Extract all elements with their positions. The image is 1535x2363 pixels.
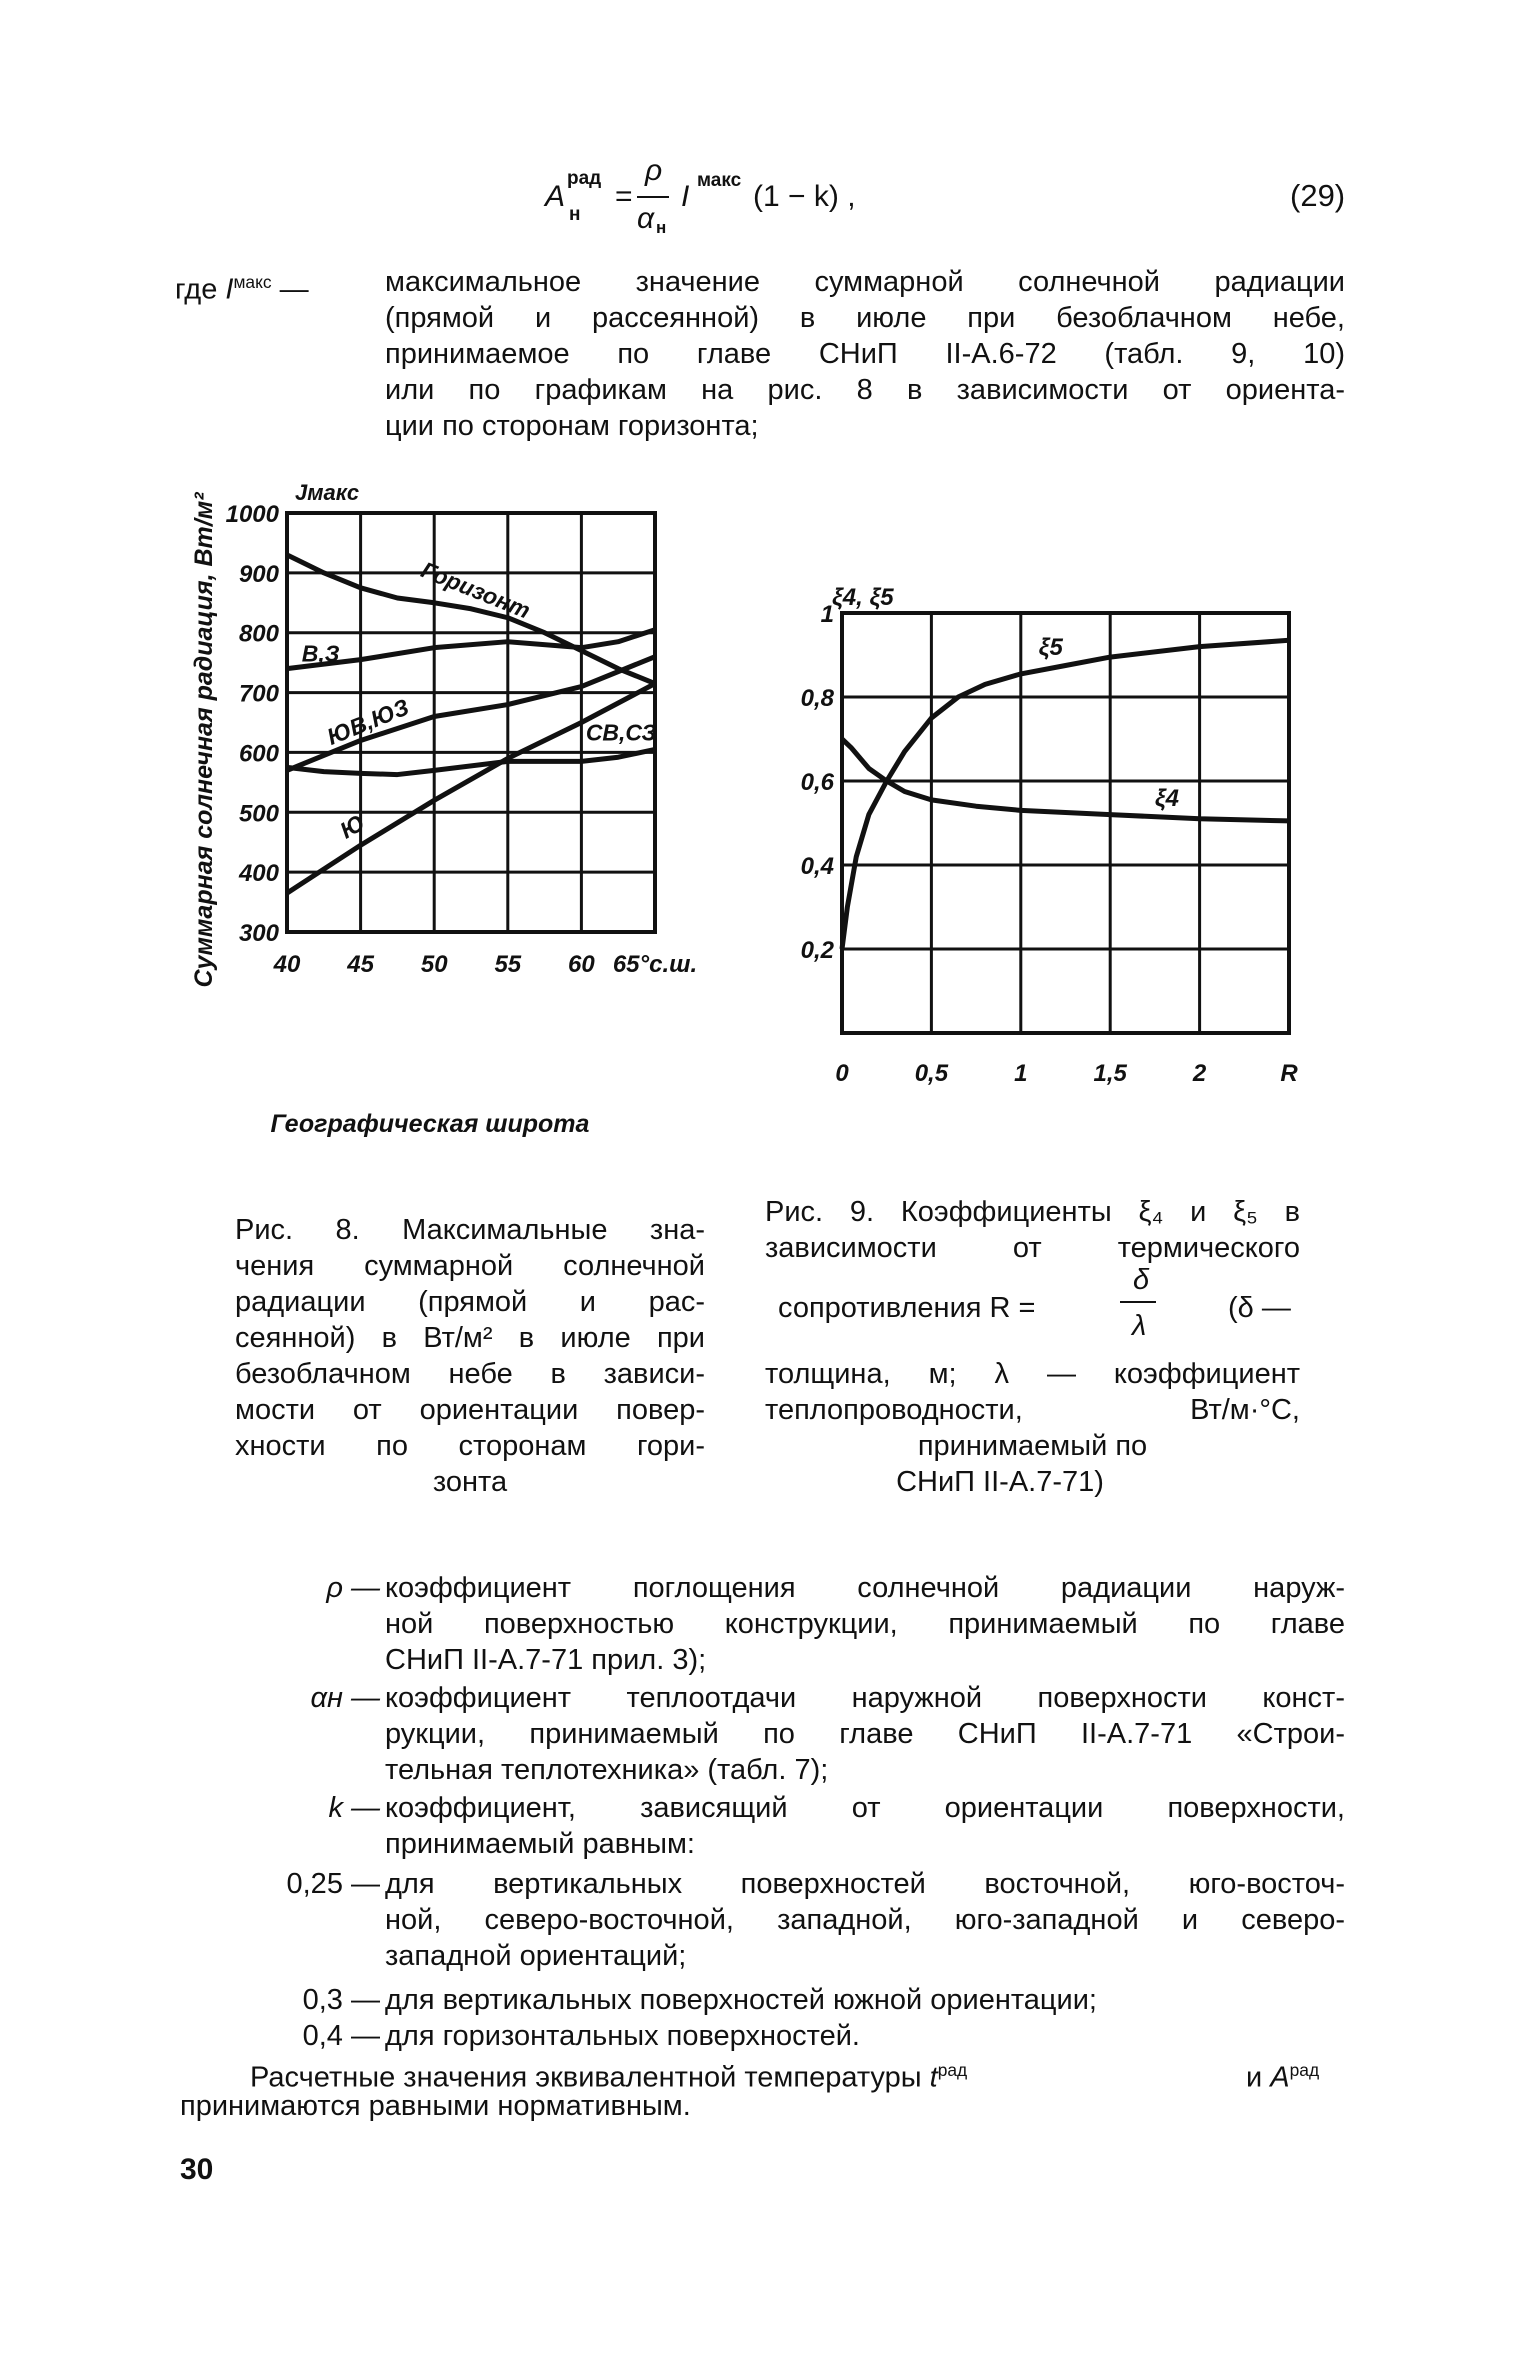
caption-fig9-line: зависимости от термического [765, 1232, 1300, 1264]
closing-A: A [1270, 2061, 1290, 2094]
caption-fig9-line: принимаемый по [917, 1430, 1148, 1462]
definition-term: k — [328, 1792, 380, 1824]
definition-line: коэффициент поглощения солнечной радиации наруж- [385, 1572, 1345, 1604]
chart-fig9 [770, 560, 1350, 1160]
x-tick-label: 2 [1192, 1060, 1207, 1087]
definition-line: коэффициент теплоотдачи наружной поверхности конст- [385, 1682, 1345, 1714]
series-label: Ю [335, 809, 370, 844]
formula-numerator: ρ [645, 154, 663, 187]
x-tick-label: 55 [494, 951, 522, 978]
formula-rest: (1 − k) , [753, 180, 856, 213]
series-label: Горизонт [417, 556, 534, 624]
series-line-Ю [287, 684, 655, 894]
x-tick-label: 1,5 [1093, 1060, 1127, 1087]
x-tick-label: 45 [347, 951, 374, 978]
y-tick-label: 900 [238, 560, 279, 588]
closing-and [1246, 2052, 1319, 2096]
formula-I-sup: макс [697, 170, 742, 191]
definition-term: 0,3 — [302, 1984, 380, 2016]
x-tick-label: 1 [1014, 1060, 1028, 1087]
where-line: принимаемое по главе СНиП II-А.6-72 (табл. 9, 10) [385, 338, 1345, 370]
definition-line: принимаемый равным: [385, 1828, 695, 1860]
caption-fig9-line: сопротивления R = [778, 1292, 1036, 1324]
definition-line: рукции, принимаемый по главе СНиП II-А.7-71 «Строи- [385, 1718, 1345, 1750]
x-tick-label: 60 [568, 951, 595, 978]
y-tick-label: 0,2 [800, 937, 834, 964]
x-tick-label: 65°с.ш. [612, 951, 698, 978]
closing-text: Расчетные значения эквивалентной температуры [250, 2061, 922, 2094]
page-number: 30 [180, 2153, 214, 2186]
where-label [175, 264, 309, 308]
formula-denominator-sub: н [656, 218, 667, 237]
formula-equals: = [615, 180, 633, 213]
x-tick-label: 40 [273, 951, 301, 978]
fraction-bar [637, 196, 669, 198]
where-symbol: I [225, 273, 234, 306]
formula-denominator: α [637, 202, 655, 235]
where-prefix: где [175, 273, 218, 306]
caption-fig9-line: толщина, м; λ — коэффициент [765, 1358, 1300, 1390]
x-tick-label: 50 [420, 951, 448, 978]
formula-29 [545, 154, 1065, 250]
caption-fig8-line: зонта [432, 1466, 508, 1498]
y-tick-label: 0,8 [800, 685, 834, 712]
definition-term: 0,25 — [286, 1868, 380, 1900]
y-tick-label: 0,4 [800, 853, 834, 880]
where-line: (прямой и рассеянной) в июле при безоблачном небе, [385, 302, 1345, 334]
y-axis-top-label: ξ4, ξ5 [832, 584, 894, 611]
x-axis-title: Географическая широта [270, 1110, 590, 1138]
closing-A-sup: рад [1289, 2060, 1320, 2080]
y-tick-label: 800 [238, 620, 279, 648]
caption-fig9-frac-den: λ [1132, 1310, 1147, 1342]
series-label: В,З [301, 640, 340, 667]
formula-lhs-sub: н [569, 204, 581, 225]
formula-lhs: A [545, 180, 566, 213]
definition-line: западной ориентаций; [385, 1940, 687, 1972]
formula-I: I [681, 180, 690, 213]
plot-frame [842, 613, 1289, 1033]
caption-fig8-line: Рис. 8. Максимальные зна- [235, 1214, 705, 1246]
closing-t: t [929, 2061, 938, 2094]
y-tick-label: 400 [238, 860, 279, 888]
where-line: ции по сторонам горизонта; [385, 410, 759, 442]
equation-number: (29) [1290, 178, 1346, 213]
caption-fig8-line: мости от ориентации повер- [235, 1394, 705, 1426]
series-label: ЮВ,ЮЗ [323, 693, 413, 750]
y-axis-top-label: Jмакс [295, 480, 360, 505]
y-tick-label: 600 [238, 740, 279, 768]
definition-line: для горизонтальных поверхностей. [385, 2020, 860, 2052]
y-tick-label: 300 [238, 920, 279, 947]
caption-fig8-line: сеянной) в Вт/м² в июле при [235, 1322, 705, 1354]
definition-term: 0,4 — [302, 2020, 380, 2052]
definition-line: СНиП II-А.7-71 прил. 3); [385, 1644, 707, 1676]
where-dash: — [279, 273, 309, 306]
series-line-В,З [287, 630, 655, 669]
closing-t-sup: рад [937, 2060, 968, 2080]
where-symbol-sup: макс [233, 272, 272, 292]
closing-line2: принимаются равными нормативным. [180, 2090, 691, 2122]
caption-fig8-line: хности по сторонам гори- [235, 1430, 705, 1462]
closing-and-text: и [1246, 2061, 1263, 2094]
y-tick-label: 500 [238, 800, 279, 828]
chart-fig8 [150, 470, 750, 1150]
definition-line: для вертикальных поверхностей восточной, юго-восточ- [385, 1868, 1345, 1900]
series-label: СВ,СЗ [585, 719, 657, 746]
series-label: ξ5 [1038, 634, 1063, 661]
definition-line: коэффициент, зависящий от ориентации поверхности, [385, 1792, 1345, 1824]
caption-fig9-line: Рис. 9. Коэффициенты ξ₄ и ξ₅ в [765, 1196, 1300, 1228]
where-line: максимальное значение суммарной солнечной радиации [385, 266, 1345, 298]
caption-fig9-frac-num: δ [1133, 1264, 1150, 1296]
caption-fig8-line: радиации (прямой и рас- [235, 1286, 705, 1318]
caption-fig8-line: чения суммарной солнечной [235, 1250, 705, 1282]
caption-fig8-line: безоблачном небе в зависи- [235, 1358, 705, 1390]
fraction-bar [1120, 1301, 1156, 1303]
y-axis-title: Суммарная солнечная радиация, Вт/м² [190, 492, 218, 988]
x-tick-label: R [1280, 1060, 1298, 1087]
y-tick-label: 700 [238, 680, 279, 708]
series-label: ξ4 [1154, 785, 1180, 813]
x-tick-label: 0 [835, 1060, 849, 1087]
definition-line: ной, северо-восточной, западной, юго-западной и северо- [385, 1904, 1345, 1936]
x-tick-label: 0,5 [914, 1060, 949, 1087]
where-line: или по графикам на рис. 8 в зависимости от ориента- [385, 374, 1345, 406]
definition-term: ρ — [326, 1572, 380, 1604]
caption-fig9-line: СНиП II-А.7-71) [896, 1466, 1104, 1498]
definition-term: αн — [310, 1682, 380, 1714]
caption-fig9-line: теплопроводности, Вт/м·°С, [765, 1394, 1300, 1426]
definition-line: ной поверхностью конструкции, принимаемый по главе [385, 1608, 1345, 1640]
caption-fig9-line: (δ — [1228, 1292, 1291, 1324]
definition-line: тельная теплотехника» (табл. 7); [385, 1754, 829, 1786]
definition-line: для вертикальных поверхностей южной ориентации; [385, 1984, 1097, 2016]
y-tick-label: 1000 [225, 501, 279, 528]
formula-lhs-sup: рад [567, 168, 602, 189]
y-tick-label: 0,6 [800, 769, 834, 796]
y-tick-label: 1 [820, 601, 834, 628]
